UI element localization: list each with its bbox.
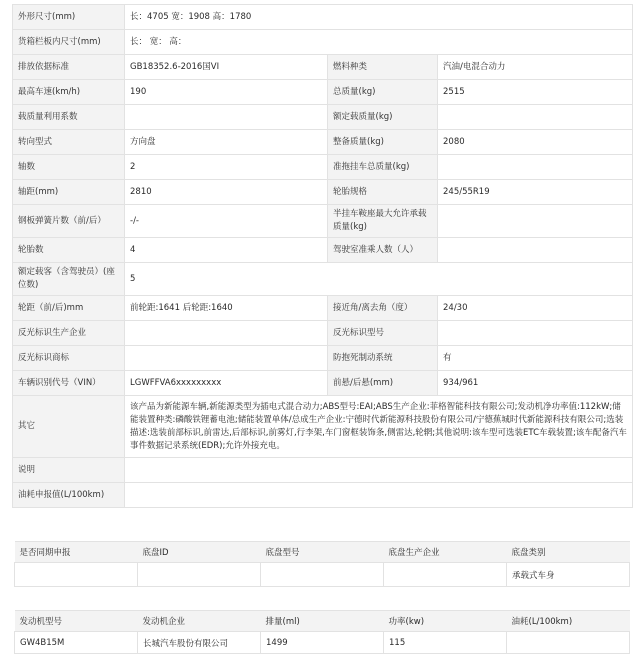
column-header: 发动机型号 <box>15 611 138 632</box>
row-label: 反光标识生产企业 <box>13 321 125 346</box>
row-value: 4 <box>125 238 328 263</box>
row-label: 准拖挂车总质量(kg) <box>328 155 438 180</box>
row-value <box>125 346 328 371</box>
row-value: -/- <box>125 205 328 238</box>
table-header-row <box>15 542 630 563</box>
row-value: 2080 <box>438 130 633 155</box>
row-value <box>438 105 633 130</box>
row-label: 总质量(kg) <box>328 80 438 105</box>
row-value <box>125 321 328 346</box>
row-label: 额定载质量(kg) <box>328 105 438 130</box>
table-row <box>13 483 633 508</box>
table-cell: 长城汽车股份有限公司 <box>138 632 261 654</box>
row-value: 24/30 <box>438 296 633 321</box>
table-cell <box>384 563 507 587</box>
row-value: GB18352.6-2016国VI <box>125 55 328 80</box>
column-header: 底盘生产企业 <box>384 542 507 563</box>
row-value: 2515 <box>438 80 633 105</box>
table-row <box>13 371 633 396</box>
table-header-row <box>15 611 630 632</box>
row-value <box>125 483 633 508</box>
row-label: 轮距（前/后)mm <box>13 296 125 321</box>
table-row <box>13 296 633 321</box>
row-label: 燃料种类 <box>328 55 438 80</box>
table-cell: 1499 <box>261 632 384 654</box>
table-cell <box>507 632 630 654</box>
table-row <box>13 155 633 180</box>
row-label: 载质量利用系数 <box>13 105 125 130</box>
row-label: 防抱死制动系统 <box>328 346 438 371</box>
table-row <box>13 396 633 458</box>
row-value: 有 <box>438 346 633 371</box>
row-label: 车辆识别代号（VIN） <box>13 371 125 396</box>
table-row <box>13 346 633 371</box>
row-label: 轴数 <box>13 155 125 180</box>
row-value: 2 <box>125 155 328 180</box>
row-label: 钢板弹簧片数（前/后） <box>13 205 125 238</box>
row-value: 2810 <box>125 180 328 205</box>
row-label: 轮胎数 <box>13 238 125 263</box>
row-value: LGWFFVA6xxxxxxxxx <box>125 371 328 396</box>
table-row <box>13 263 633 296</box>
row-value <box>125 458 633 483</box>
row-value <box>438 238 633 263</box>
column-header: 底盘类别 <box>507 542 630 563</box>
row-value: 方向盘 <box>125 130 328 155</box>
row-value <box>438 205 633 238</box>
row-value: 长： 宽： 高： <box>125 30 633 55</box>
row-label: 最高车速(km/h) <box>13 80 125 105</box>
row-value <box>438 321 633 346</box>
row-label: 转向型式 <box>13 130 125 155</box>
table-row <box>13 130 633 155</box>
row-label: 油耗申报值(L/100km) <box>13 483 125 508</box>
row-label: 反光标识商标 <box>13 346 125 371</box>
table-row <box>13 80 633 105</box>
column-header: 功率(kw) <box>384 611 507 632</box>
table-row <box>13 205 633 238</box>
row-value: 190 <box>125 80 328 105</box>
table-row <box>13 180 633 205</box>
row-label: 整备质量(kg) <box>328 130 438 155</box>
row-value: 934/961 <box>438 371 633 396</box>
table-row <box>13 55 633 80</box>
row-label: 半挂车鞍座最大允许承载质量(kg) <box>328 205 438 238</box>
row-value: 该产品为新能源车辆,新能源类型为插电式混合动力;ABS型号:EAI;ABS生产企业:菲格智能科技有限公司;发动机净功率值:112kW;储能装置种类:磷酸铁锂蓄电池;储能装置单体/总成生产企业:宁德时代新能源科技股份有限公司/宁德蕉城时代新能源科技有限公司;选装描述:选装前部标识,前雷达,后部标识,前雾灯,行李架,车门窗框装饰条,侧雷达,轮辋;其他说明:该车型可选装ETC车载装置;该车配备汽车事件数据记录系统(EDR);允许外接充电。 <box>125 396 633 458</box>
table-cell: 115 <box>384 632 507 654</box>
table-row <box>13 321 633 346</box>
table-cell: GW4B15M <box>15 632 138 654</box>
vehicle-params-table <box>12 4 633 508</box>
row-label: 货箱栏板内尺寸(mm) <box>13 30 125 55</box>
table-row <box>13 105 633 130</box>
column-header: 发动机企业 <box>138 611 261 632</box>
table-cell <box>15 563 138 587</box>
table-cell <box>261 563 384 587</box>
row-label: 其它 <box>13 396 125 458</box>
row-label: 驾驶室准乘人数（人） <box>328 238 438 263</box>
engine-table <box>14 610 630 654</box>
row-label: 外形尺寸(mm) <box>13 5 125 30</box>
column-header: 排量(ml) <box>261 611 384 632</box>
column-header: 底盘型号 <box>261 542 384 563</box>
row-label: 说明 <box>13 458 125 483</box>
column-header: 油耗(L/100km) <box>507 611 630 632</box>
table-cell: 承载式车身 <box>507 563 630 587</box>
row-value: 汽油/电混合动力 <box>438 55 633 80</box>
column-header: 底盘ID <box>138 542 261 563</box>
chassis-table <box>14 541 630 587</box>
table-row <box>13 30 633 55</box>
table-row <box>15 632 630 654</box>
row-value: 前轮距:1641 后轮距:1640 <box>125 296 328 321</box>
row-value <box>438 155 633 180</box>
table-row <box>13 238 633 263</box>
table-cell <box>138 563 261 587</box>
row-value: 245/55R19 <box>438 180 633 205</box>
row-label: 接近角/离去角（度） <box>328 296 438 321</box>
row-value: 长：4705 宽：1908 高：1780 <box>125 5 633 30</box>
table-row <box>13 5 633 30</box>
row-label: 前悬/后悬(mm) <box>328 371 438 396</box>
row-label: 额定载客（含驾驶员）(座位数) <box>13 263 125 296</box>
column-header: 是否同期申报 <box>15 542 138 563</box>
table-row <box>13 458 633 483</box>
row-label: 轴距(mm) <box>13 180 125 205</box>
row-value <box>125 105 328 130</box>
table-row <box>15 563 630 587</box>
row-label: 排放依据标准 <box>13 55 125 80</box>
row-label: 反光标识型号 <box>328 321 438 346</box>
row-value: 5 <box>125 263 633 296</box>
row-label: 轮胎规格 <box>328 180 438 205</box>
